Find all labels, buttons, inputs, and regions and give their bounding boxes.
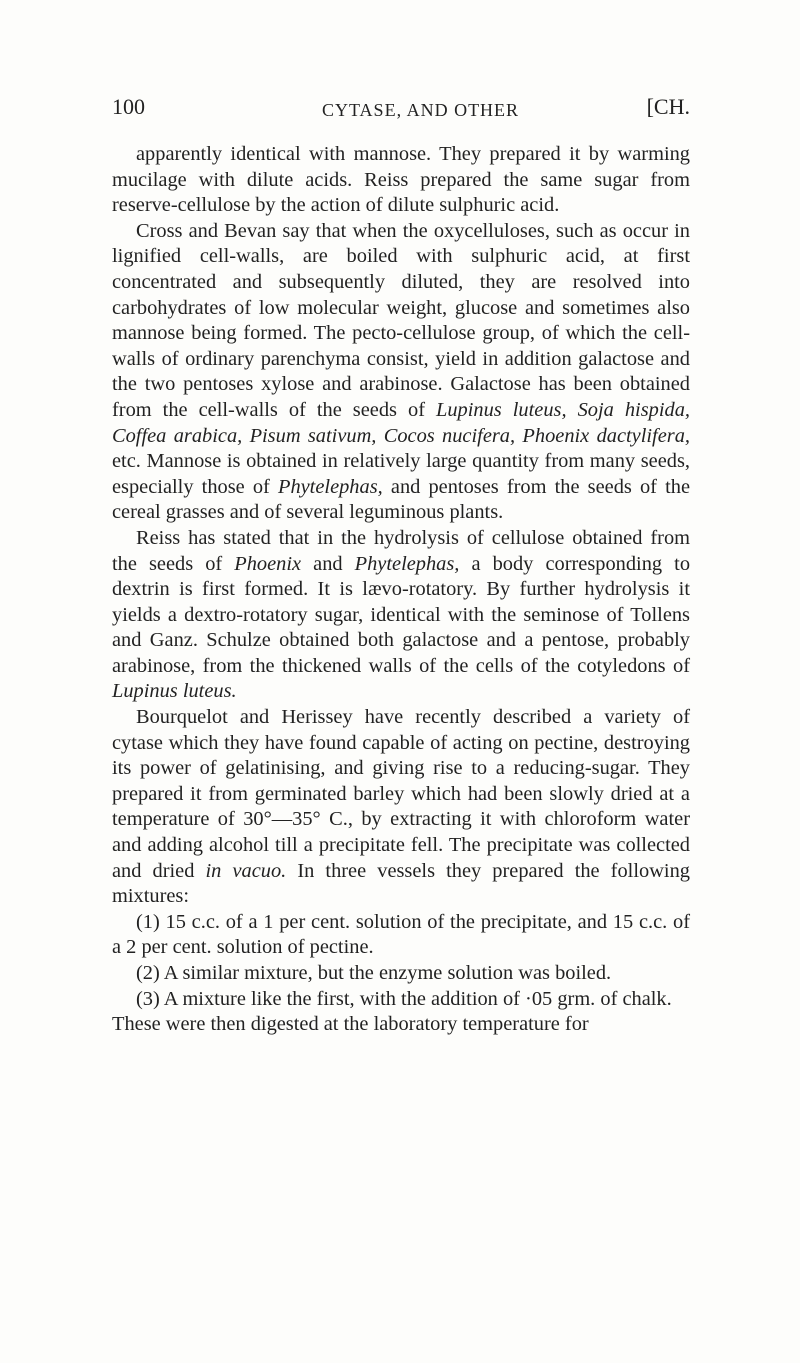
paragraph: [112, 142, 690, 219]
paragraph: [112, 705, 690, 910]
text-run: etc. Mannose is obtained in relatively large quantity from many seeds, especially those of: [112, 450, 690, 498]
chapter-marker: [CH.: [646, 94, 690, 119]
text-run: Cross and Bevan say that when the oxycelluloses, such as occur in lignified cell-walls, are boiled with sulphuric acid, at first concentrated and subsequently diluted, they are resolved into carbohydrates of low molecular weight, glucose and sometimes also mannose being formed. The pecto-cellulose group, of which the cell-walls of ordinary parenchyma consist, yield in addition galactose and the two pentoses xylose and arabinose. Galactose has been obtained from the cell-walls of the seeds of: [112, 219, 690, 421]
paragraph: [112, 987, 690, 1013]
italic-text: Lupinus luteus, Soja hispida, Coffea arabica, Pisum sativum, Cocos nucifera, Phoenix dactylifera,: [112, 398, 691, 447]
text-run: and: [301, 552, 355, 575]
text-run: (1) 15 c.c. of a 1 per cent. solution of the precipitate, and 15 c.c. of a 2 per cent. solution of pectine.: [112, 910, 690, 959]
text-run: Bourquelot and Herissey have recently described a variety of cytase which they have found capable of acting on pectine, destroying its power of gelatinising, and giving rise to a reducing-sugar. They prepared it from germinated barley which had been slowly dried at a temperature of 30°—35° C., by extracting it with chloroform water and adding alcohol till a precipitate fell. The precipitate was collected and dried: [112, 706, 690, 882]
text-run: apparently identical with mannose. They prepared it by warming mucilage with dilute acids. Reiss prepared the same sugar from reserve-cellulose by the action of dilute sulphuric acid.: [112, 143, 690, 217]
paragraph: [112, 526, 690, 705]
text-run: (2) A similar mixture, but the enzyme solution was boiled.: [136, 962, 612, 984]
italic-text: in vacuo.: [205, 859, 287, 882]
italic-text: Phytelephas,: [277, 475, 383, 498]
text-run: Reiss has stated that in the hydrolysis of cellulose obtained from the seeds of: [112, 526, 690, 575]
text-run: These were then digested at the laboratory temperature for: [112, 1013, 589, 1036]
paragraph: [112, 910, 690, 961]
body-text: [112, 142, 690, 1038]
paragraph: [112, 961, 690, 987]
page-number: 100: [112, 94, 145, 119]
text-run: and pentoses from the seeds of the cereal grasses and of several leguminous plants.: [112, 475, 691, 524]
text-run: (3) A mixture like the first, with the addition of ·05 grm. of chalk.: [136, 987, 672, 1010]
text-run: In three vessels they prepared the following mixtures:: [112, 859, 690, 908]
italic-text: Phoenix: [234, 552, 302, 575]
paragraph: [112, 1012, 690, 1038]
text-run: a body corresponding to dextrin is first formed. It is lævo-rotatory. By further hydrolysis it yields a dextro-rotatory sugar, identical with the seminose of Tollens and Ganz. Schulze obtained both galactose and a pentose, probably arabinose, from the thickened walls of the cells of the cotyledons of: [112, 552, 691, 677]
running-header: [112, 94, 690, 124]
paragraph: [112, 219, 690, 526]
italic-text: Lupinus luteus.: [112, 680, 237, 703]
running-title: CYTASE, AND OTHER: [322, 100, 520, 120]
italic-text: Phytelephas,: [354, 552, 460, 575]
